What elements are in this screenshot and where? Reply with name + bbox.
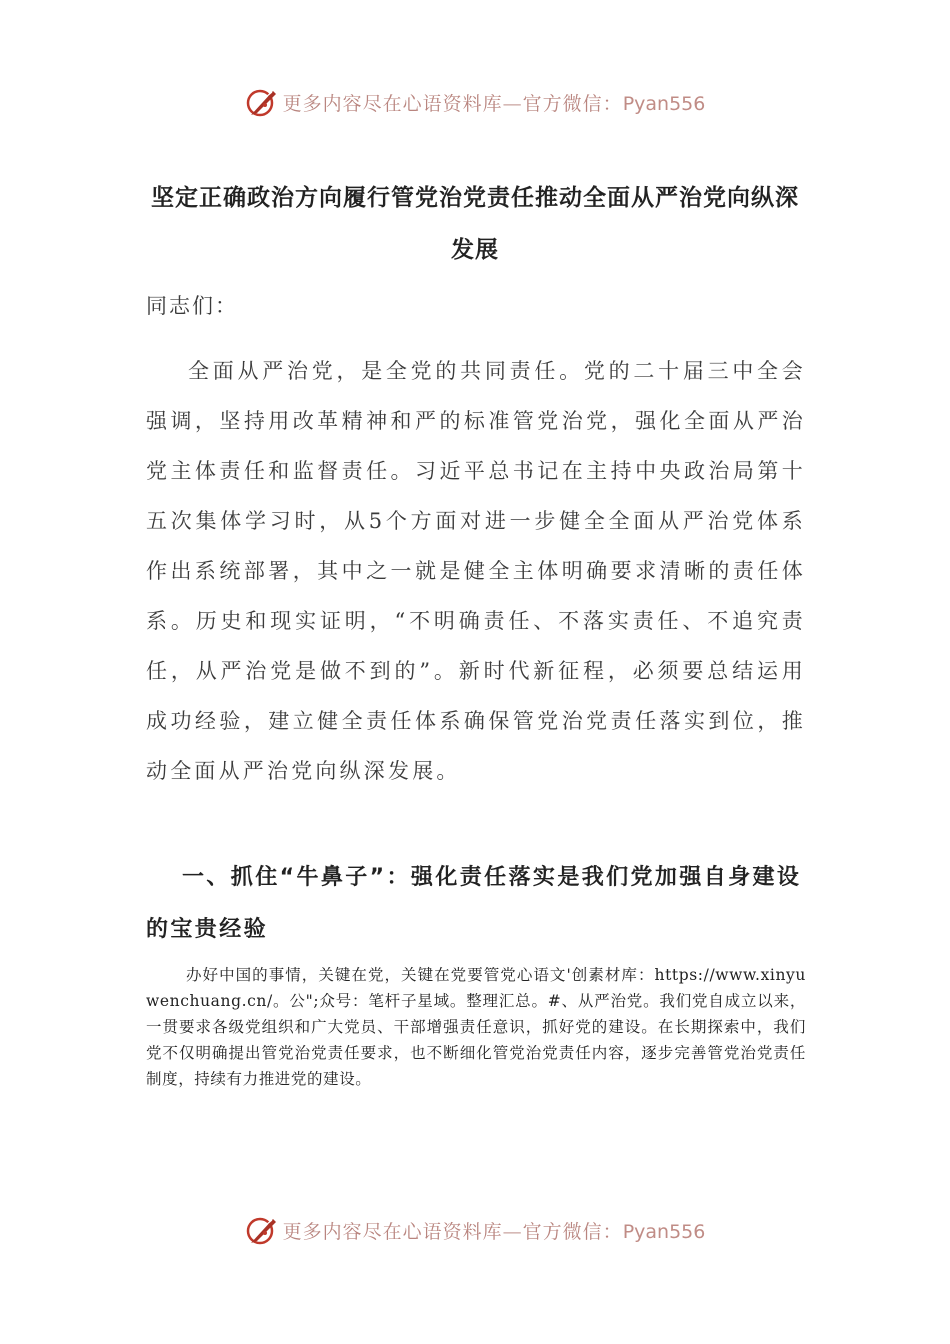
watermark-banner-top [0,82,950,122]
section-1-paragraph: 办好中国的事情，关键在党，关键在党要管党心语文'创素材库：https://www.xinyuwenchuang.cn/。公";众号：笔杆子星域。整理汇总。#、从严治党。我们党自成立以来，一贯要求各级党组织和广大党员、干部增强责任意识，抓好党的建设。在长期探索中，我们党不仅明确提出管党治党责任要求，也不断细化管党治党责任内容，逐步完善管党治党责任制度，持续有力推进党的建设。 [146,966,806,1088]
watermark-text: 更多内容尽在心语资料库—官方微信：Pyan556 [282,1220,706,1243]
greeting: 同志们： [146,294,238,318]
wechat-handle: Pyan556 [622,1220,706,1243]
quill-logo-icon [245,1213,279,1247]
intro-paragraph: 全面从严治党，是全党的共同责任。党的二十届三中全会强调，坚持用改革精神和严的标准管党治党，强化全面从严治党主体责任和监督责任。习近平总书记在主持中央政治局第十五次集体学习时，从5个方面对进一步健全全面从严治党体系作出系统部署，其中之一就是健全主体明确要求清晰的责任体系。历史和现实证明，“不明确责任、不落实责任、不追究责任，从严治党是做不到的”。新时代新征程，必须要总结运用成功经验，建立健全责任体系确保管党治党责任落实到位，推动全面从严治党向纵深发展。 [146,359,806,783]
document-title: 坚定正确政治方向履行管党治党责任推动全面从严治党向纵深发展 [151,185,799,263]
watermark-text: 更多内容尽在心语资料库—官方微信：Pyan556 [282,92,706,115]
quill-logo-icon [245,85,279,119]
watermark-banner-bottom [0,1210,950,1250]
section-1-heading: 一、抓住“牛鼻子”：强化责任落实是我们党加强自身建设的宝贵经验 [146,865,802,942]
wechat-handle: Pyan556 [622,92,706,115]
